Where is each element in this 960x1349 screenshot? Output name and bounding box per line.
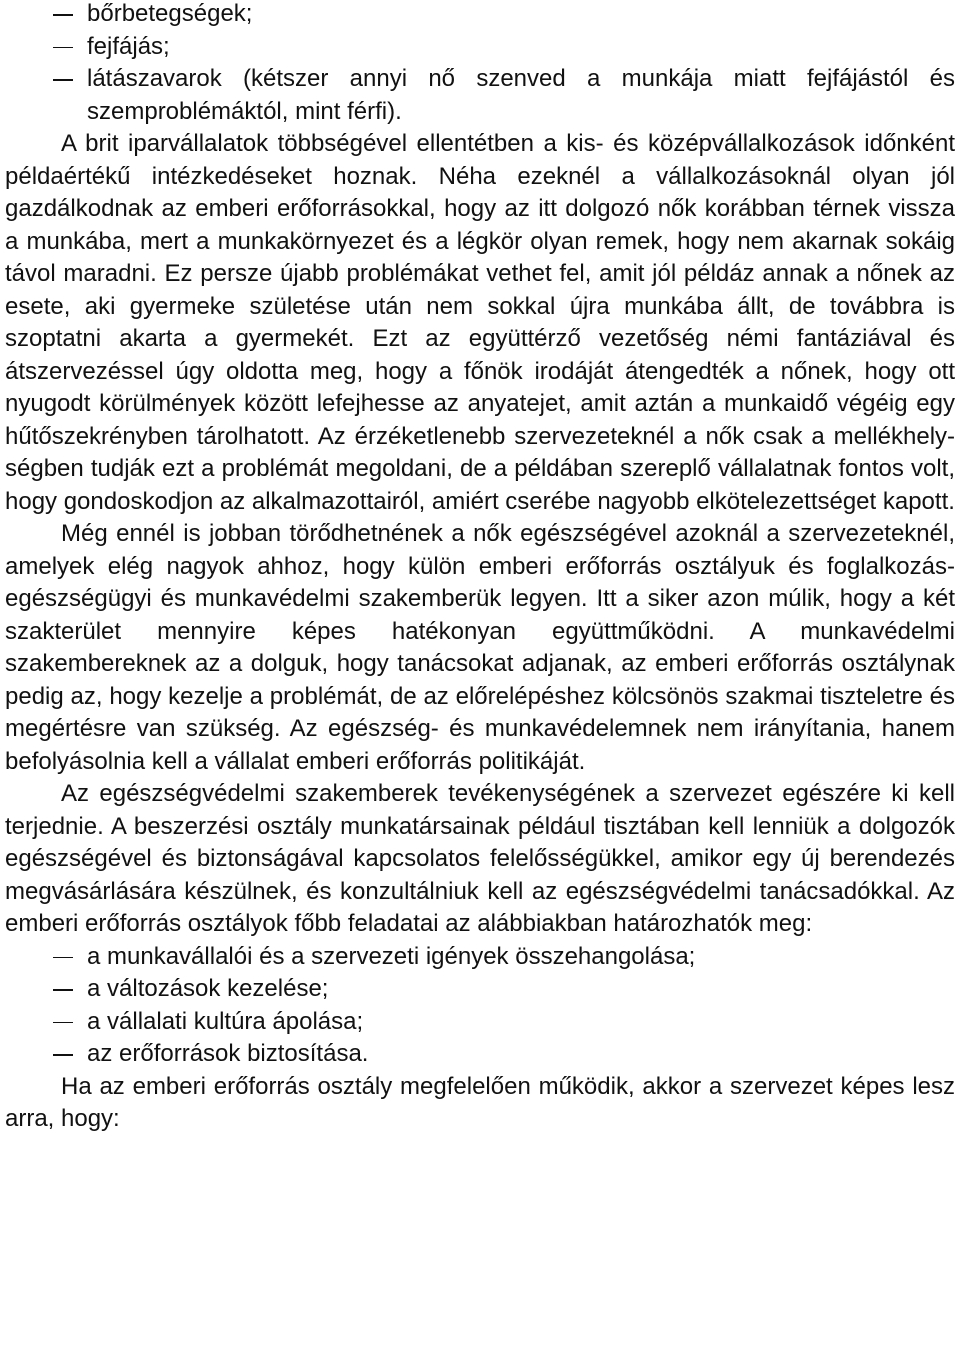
list-item-text: a változások kezelése;	[87, 975, 329, 1002]
list-item	[5, 941, 955, 974]
dash-bullet-icon	[53, 957, 73, 959]
dash-bullet-icon	[53, 1022, 73, 1024]
sentence: Néha ezeknél a vállalkozásoknál olyan jól gazdálkodnak az emberi erőforrásokkal, hogy az itt dolgozó nők korábban térnek vissza a munkába, mert a munkakörnyezet és a légkör olyan remek, hogy nem akarnak sokáig távol maradni.	[5, 162, 956, 287]
closing-paragraph: Ha az emberi erőforrás osztály megfelelően működik, akkor a szervezet képes lesz arra, hogy:	[5, 1072, 955, 1132]
sentence: Itt a siker azon múlik, hogy a két szakterület mennyire képes hatékonyan együttműködni.	[5, 585, 955, 645]
hr-tasks-list	[5, 941, 955, 1071]
list-item	[5, 31, 955, 64]
body-paragraph	[5, 518, 955, 778]
dash-bullet-icon	[53, 79, 73, 81]
dash-bullet-icon	[53, 47, 73, 49]
body-paragraph	[5, 128, 955, 518]
sentence: Ezt az együttérző vezetőség némi fantáziával és átszervezéssel úgy oldotta meg, hogy a főnök irodáját átengedték a nőnek, hogy ott nyugodt körülmények között lefejhesse az anyatejet, amit aztán a munkaidő végéig egy hűtőszekrényben tárolhatott.	[5, 325, 956, 450]
list-item	[5, 63, 955, 128]
sentence: Ez persze újabb problémákat vethet fel, amit jól példáz annak a nőnek az esete, aki gyermeke születése után nem sokkal újra munkába állt, de továbbra is szoptatni akarta a gyermekét.	[5, 260, 955, 352]
list-item	[5, 1038, 955, 1071]
sentence: Az emberi erőforrás osztályok főbb feladatai az alábbiakban határozhatók meg:	[5, 877, 955, 937]
sentence: A beszerzési osztály munkatársainak például tisztában kell lenniük a dolgozók egészségével és biztonságával kapcsolatos felelősségükkel, amikor egy új berendezés megvásárlására készülnek, és konzultálniuk kell az egészségvédelmi tanácsadókkal.	[5, 812, 956, 905]
list-item	[5, 0, 955, 31]
dash-bullet-icon	[53, 14, 73, 16]
sentence: Az egészség- és munkavédelemnek nem irányítania, hanem befolyásolnia kell a vállalat emberi erőforrás politikáját.	[5, 715, 956, 775]
sentence: A brit iparvállalatok többségével ellentétben a kis- és középvállalkozások időnként példaértékű intézkedéseket hoznak.	[5, 130, 955, 190]
dash-bullet-icon	[53, 1054, 73, 1056]
list-item-text: fejfájás;	[87, 32, 170, 60]
list-item	[5, 973, 955, 1006]
sentence: Még ennél is jobban törődhetnének a nők egészségével azoknál a szervezeteknél, amelyek elég nagyok ahhoz, hogy külön emberi erőforrás osztályuk és foglalkozás-egészségügyi és munkavédelmi szakemberük legyen.	[5, 520, 955, 612]
sentence: Az érzéketlenebb szervezeteknél a nők csak a mellékhelységben tudják ezt a problémát megoldani, de a példában szereplő vállalatnak fontos volt, hogy gondoskodjon az alkalmazottairól, amiért cserébe nagyobb elkötelezettséget kapott.	[5, 422, 956, 515]
list-item-text: a munkavállalói és a szervezeti igények összehangolása;	[87, 942, 696, 970]
list-item	[5, 1006, 955, 1039]
sentence: A munkavédelmi szakembereknek az a dolguk, hogy tanácsokat adjanak, az emberi erőforrás osztálynak pedig az, hogy kezelje a problémát, de az előrelépéshez kölcsönös szakmai tiszteletre és megértésre van szükség.	[5, 617, 956, 742]
list-item-text: látászavarok (kétszer annyi nő szenved a munkája miatt fejfájástól és szemproblémáktól, mint férfi).	[87, 65, 955, 125]
sentence: Az egészségvédelmi szakemberek tevékenységének a szervezet egészére ki kell terjednie.	[5, 780, 955, 840]
body-paragraph	[5, 778, 955, 941]
list-item-text: az erőforrások biztosítása.	[87, 1040, 369, 1067]
symptom-list	[5, 0, 955, 128]
list-item-text: bőrbetegségek;	[87, 0, 253, 27]
dash-bullet-icon	[53, 989, 73, 991]
list-item-text: a vállalati kultúra ápolása;	[87, 1007, 364, 1035]
